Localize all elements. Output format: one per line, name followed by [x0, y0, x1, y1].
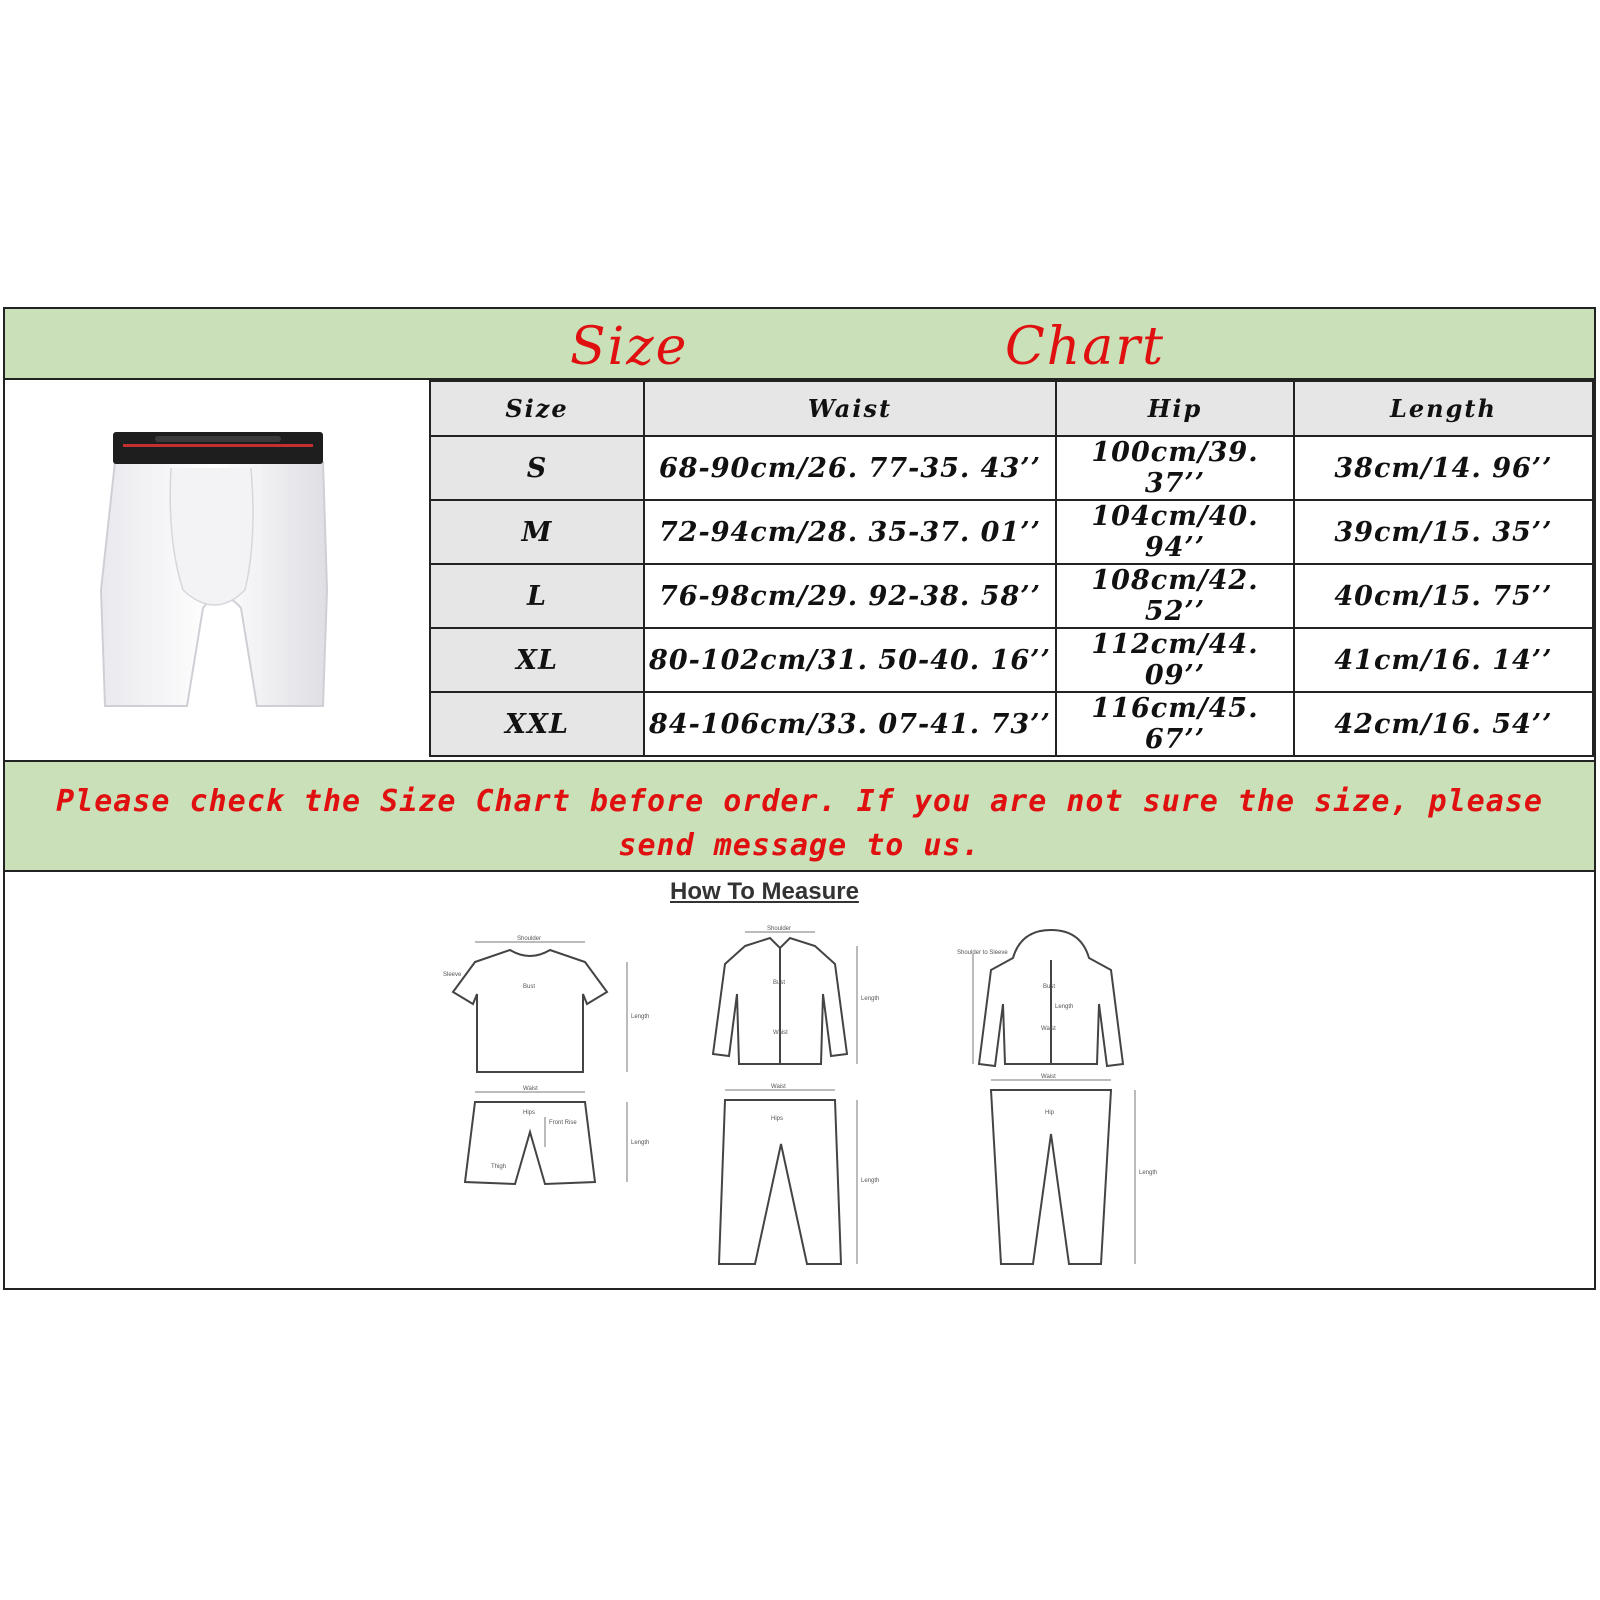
title-chart: Chart: [1005, 317, 1166, 377]
product-image: [5, 380, 428, 760]
label-waist: Waist: [773, 1030, 788, 1036]
how-to-measure-section: [5, 872, 1594, 1288]
cell-length: 40cm/15. 75’’: [1294, 564, 1593, 628]
label-waist: Waist: [771, 1084, 786, 1090]
label-length: Length: [861, 1178, 880, 1184]
cell-waist: 84-106cm/33. 07-41. 73’’: [644, 692, 1056, 756]
tshirt-shorts-diagram: [435, 932, 665, 1272]
label-shoulder: Shoulder: [517, 936, 542, 942]
label-bust: Bust: [523, 984, 536, 990]
size-chart-frame: [3, 307, 1596, 1290]
table-row: [430, 436, 1593, 500]
size-table: [429, 380, 1594, 757]
cell-hip: 108cm/42. 52’’: [1056, 564, 1294, 628]
label-length: Length: [1055, 1004, 1074, 1010]
cell-size: L: [430, 564, 644, 628]
cell-size: M: [430, 500, 644, 564]
cell-waist: 76-98cm/29. 92-38. 58’’: [644, 564, 1056, 628]
table-row: [430, 564, 1593, 628]
col-header-hip: Hip: [1056, 381, 1294, 436]
size-note: Please check the Size Chart before order. If you are not sure the size, please send message to us.: [5, 760, 1594, 872]
cell-size: S: [430, 436, 644, 500]
label-length: Length: [1139, 1170, 1158, 1176]
label-hip: Hip: [1045, 1110, 1055, 1116]
label-hips: Hips: [523, 1110, 536, 1116]
label-length: Length: [631, 1014, 650, 1020]
boxer-brief-illustration: [5, 380, 428, 760]
col-header-size: Size: [430, 381, 644, 436]
cell-waist: 72-94cm/28. 35-37. 01’’: [644, 500, 1056, 564]
cell-size: XL: [430, 628, 644, 692]
table-row: [430, 692, 1593, 756]
cell-hip: 112cm/44. 09’’: [1056, 628, 1294, 692]
cell-length: 42cm/16. 54’’: [1294, 692, 1593, 756]
label-bust: Bust: [773, 980, 786, 986]
shirt-trousers-diagram: [695, 924, 915, 1274]
cell-length: 41cm/16. 14’’: [1294, 628, 1593, 692]
title-size: Size: [570, 317, 689, 377]
label-bust: Bust: [1043, 984, 1056, 990]
label-shoulder: Shoulder: [767, 926, 792, 932]
cell-size: XXL: [430, 692, 644, 756]
cell-hip: 100cm/39. 37’’: [1056, 436, 1294, 500]
label-length: Length: [631, 1140, 650, 1146]
cell-length: 39cm/15. 35’’: [1294, 500, 1593, 564]
table-row: [430, 628, 1593, 692]
label-hips: Hips: [771, 1116, 784, 1122]
cell-waist: 68-90cm/26. 77-35. 43’’: [644, 436, 1056, 500]
label-sleeve: Sleeve: [443, 972, 462, 978]
cell-length: 38cm/14. 96’’: [1294, 436, 1593, 500]
cell-hip: 104cm/40. 94’’: [1056, 500, 1294, 564]
table-row: [430, 500, 1593, 564]
label-thigh: Thigh: [491, 1164, 507, 1170]
cell-waist: 80-102cm/31. 50-40. 16’’: [644, 628, 1056, 692]
cell-hip: 116cm/45. 67’’: [1056, 692, 1294, 756]
label-waist: Waist: [523, 1086, 538, 1092]
col-header-length: Length: [1294, 381, 1593, 436]
label-waist: Waist: [1041, 1026, 1056, 1032]
label-shoulder-to-sleeve: Shoulder to Sleeve: [957, 950, 1008, 956]
hoodie-joggers-diagram: [951, 924, 1181, 1274]
col-header-waist: Waist: [644, 381, 1056, 436]
how-to-measure-title: How To Measure: [670, 878, 859, 905]
title-band: [5, 309, 1594, 380]
label-front-rise: Front Rise: [549, 1120, 577, 1126]
label-waist: Waist: [1041, 1074, 1056, 1080]
table-header-row: [430, 381, 1593, 436]
label-length: Length: [861, 996, 880, 1002]
